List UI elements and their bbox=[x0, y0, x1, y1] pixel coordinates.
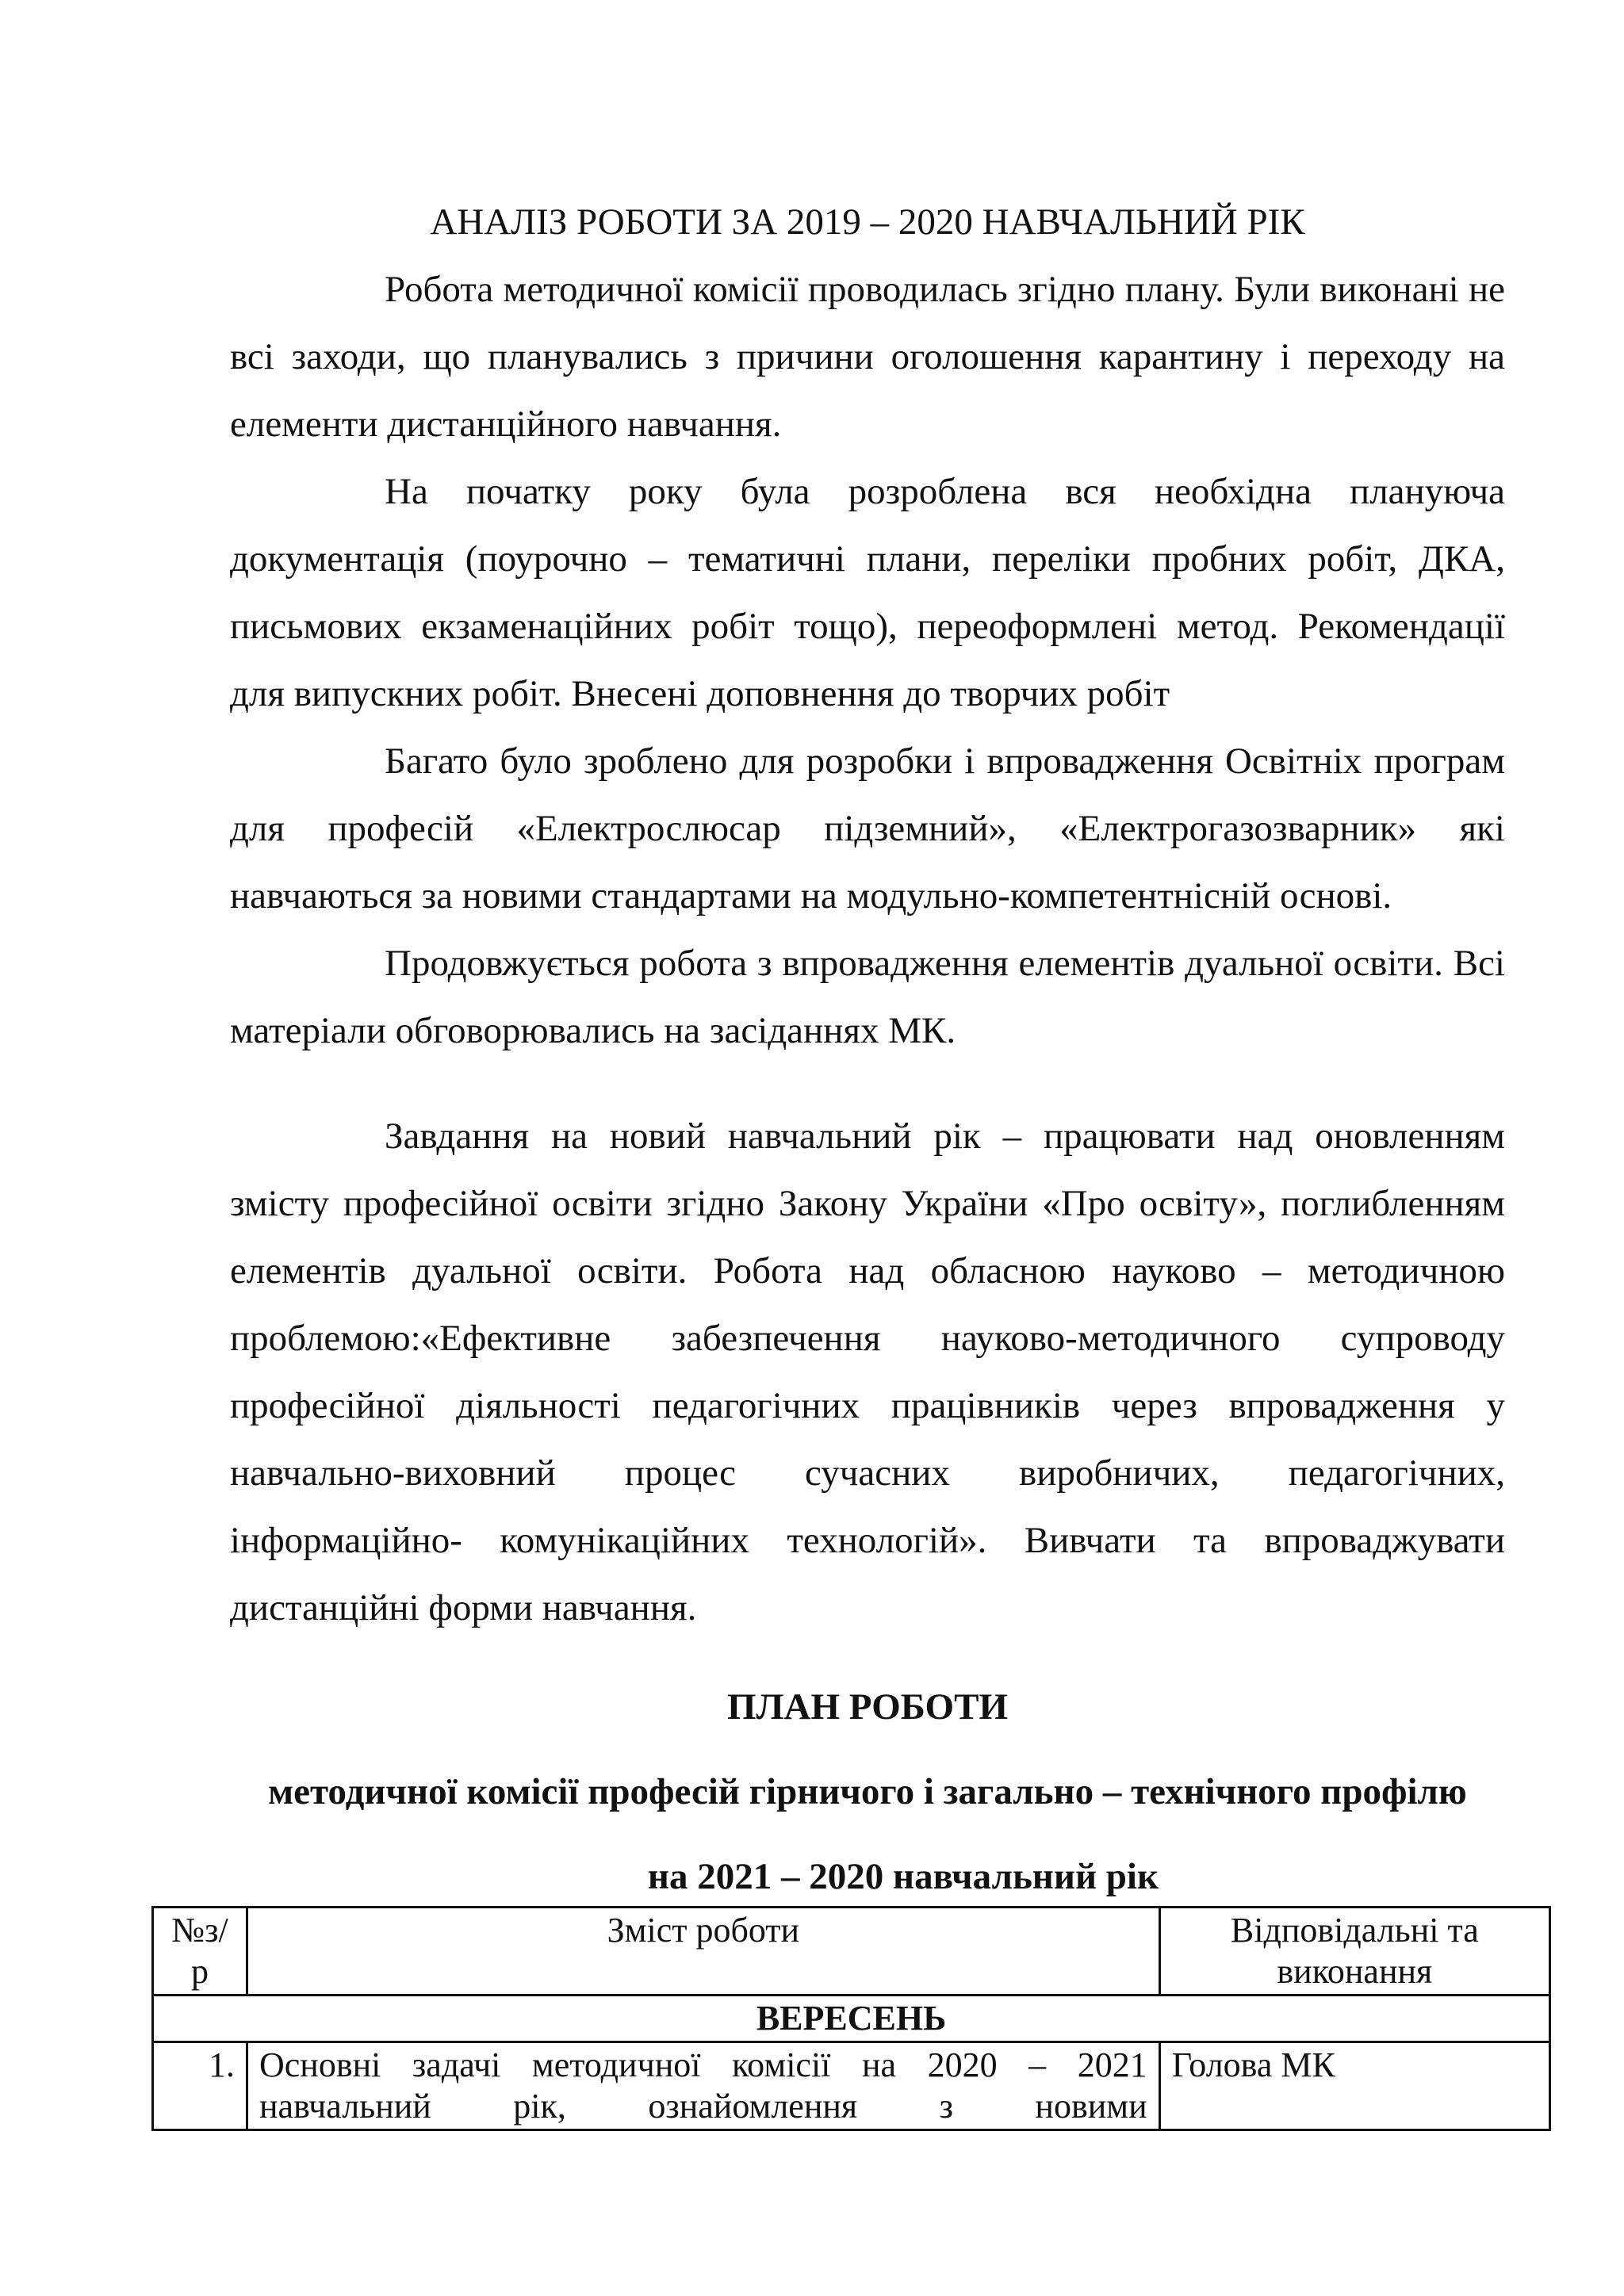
row-content bbox=[247, 2042, 1159, 2130]
header-content: Зміст роботи bbox=[247, 1908, 1159, 1996]
row-content-line-1: Основні задачі методичної комісії на 2020 – 2021 bbox=[259, 2045, 1147, 2084]
plan-heading: ПЛАН РОБОТИ bbox=[726, 1686, 1009, 1728]
table-row bbox=[153, 2042, 1550, 2130]
plan-table bbox=[151, 1906, 1551, 2131]
plan-year-text: на 2021 – 2020 навчальний рік bbox=[647, 1856, 1159, 1897]
paragraph-tasks: Завдання на новий навчальний рік – працювати над оновленням змісту професійної освіти згідно Закону України «Про освіту», поглибленням елементів дуальної освіти. Робота над обласною науково – методичною проблемою:«Ефективне забезпечення науково-методичного супроводу професійної діяльності педагогічних працівників через впровадження у навчально-виховний процес сучасних виробничих, педагогічних, інформаційно- комунікаційних технологій». Вивчати та впроваджувати дистанційні форми навчання. bbox=[230, 1115, 1505, 1628]
paragraph-programs: Багато було зроблено для розробки і впровадження Освітніх програм для професій «Електрослюсар підземний», «Електрогазозварник» які навчаються за новими стандартами на модульно-компетентнісній основі. bbox=[230, 740, 1505, 916]
plan-year-line bbox=[230, 1843, 1505, 1911]
month-label: ВЕРЕСЕНЬ bbox=[153, 1996, 1550, 2042]
document-body bbox=[230, 189, 1505, 1925]
paragraph-dual-education: Продовжується робота з впровадження елементів дуальної освіти. Всі матеріали обговорювались на засіданнях МК. bbox=[230, 943, 1505, 1051]
table-month-row bbox=[153, 1996, 1550, 2042]
paragraph-spacer bbox=[230, 1065, 1505, 1103]
table-header-row bbox=[153, 1908, 1550, 1996]
header-responsible: Відповідальні та виконання bbox=[1159, 1908, 1549, 1996]
paragraph-documentation: На початку року була розроблена вся необхідна плануюча документація (поурочно – тематичні плани, переліки пробних робіт, ДКА, письмових екзаменаційних робіт тощо), переоформлені метод. Рекомендації для випускних робіт. Внесені доповнення до творчих робіт bbox=[230, 471, 1505, 714]
plan-subheading: методичної комісії професій гірничого і загально – технічного профілю bbox=[268, 1771, 1467, 1812]
document-title: АНАЛІЗ РОБОТИ ЗА 2019 – 2020 НАВЧАЛЬНИЙ РІК bbox=[430, 201, 1305, 243]
row-content-line-2: навчальний рік, ознайомлення з новими bbox=[259, 2087, 1147, 2126]
paragraph-intro: Робота методичної комісії проводилась згідно плану. Були виконані не всі заходи, що планувались з причини оголошення карантину і переходу на елементи дистанційного навчання. bbox=[230, 269, 1505, 445]
header-number: №з/р bbox=[153, 1908, 247, 1996]
row-number: 1. bbox=[153, 2042, 247, 2130]
row-responsible: Голова МК bbox=[1159, 2042, 1549, 2130]
